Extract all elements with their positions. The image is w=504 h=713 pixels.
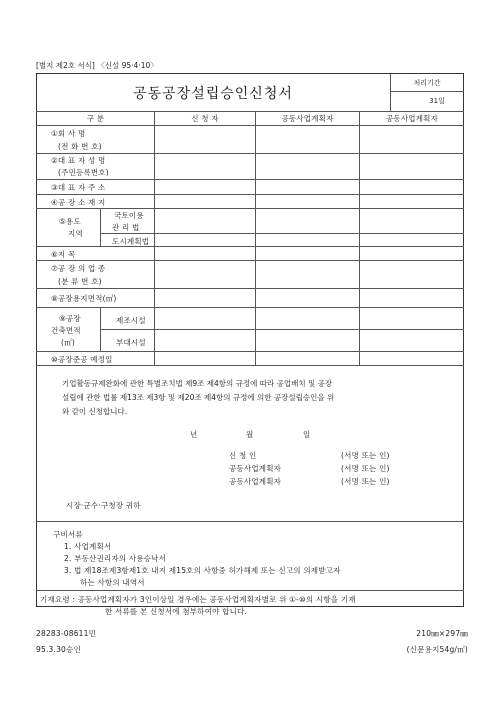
field-applicant-location[interactable] [155, 195, 254, 207]
col-header-co-planner-1: 공동사업계획자 [281, 114, 334, 123]
document-item-2: 2. 부동산권리자의 사용승낙서 [64, 554, 167, 563]
signer-applicant-role: 신 청 인 [229, 451, 257, 460]
col-header-co-planner-2: 공동사업계획자 [385, 114, 439, 123]
signer-co-planner-2-sign[interactable]: (서명 또는 인) [341, 477, 390, 486]
document-item-3-cont: 하는 사항의 내역서 [80, 578, 145, 587]
document-item-3: 3. 법 제18조제3항제1호 내지 제15호의 사항중 허가해제 또는 신고의 의제받고자 [64, 566, 341, 575]
document-item-1: 1. 사업계획서 [64, 542, 112, 551]
statement-line-3: 와 같이 신청합니다. [62, 407, 128, 416]
signer-co-planner-1-sign[interactable]: (서명 또는 인) [341, 464, 390, 473]
footer-approval-date: 95.3.30승인 [36, 645, 81, 654]
label-zoning-area: 지역 [68, 229, 83, 238]
label-land-category: ⑥지 목 [51, 250, 76, 259]
label-manufacturing-facility: 제조시설 [116, 316, 146, 325]
form-title: 공동공장설립승인신청서 [133, 86, 293, 102]
label-representative-name: ②대 표 자 성 명 [51, 156, 106, 165]
signer-co-planner-2-role: 공동사업계획자 [229, 477, 282, 486]
label-building-area-2: 건축면적 [51, 326, 81, 335]
label-company-name: ①회 사 명 [51, 129, 86, 138]
instructions-line-1: 기재요령 : 공동사업계획자가 3인이상일 경우에는 공동사업계획자별로 위 ①-⑩의 시항을 기재 [40, 595, 356, 604]
label-site-area: ⑧공장용지면적(㎡) [51, 294, 117, 303]
date-month: 월 [246, 430, 254, 439]
col-header-applicant: 신 청 자 [191, 114, 219, 123]
field-applicant-company[interactable] [155, 126, 254, 152]
processing-period-value: 31일 [429, 97, 445, 105]
label-factory-location: ④공 장 소 재 지 [51, 198, 106, 207]
field-applicant-representative[interactable] [155, 154, 254, 178]
label-building-area: ⑨공장 [59, 314, 81, 323]
col-header-category: 구 분 [86, 114, 105, 123]
label-land-management-act: 관 리 법 [112, 223, 140, 232]
date-day: 일 [303, 430, 311, 439]
label-building-area-unit: (㎡) [61, 338, 75, 347]
footer-form-number: 28283-08611민 [36, 629, 97, 638]
documents-heading: 구비서류 [53, 530, 83, 539]
label-completion-date: ⑩공장준공 예정일 [51, 355, 113, 364]
form-reference: [별지 제2호 서식] 〈신설 95·4·10〉 [36, 61, 158, 70]
label-phone-number: (전 화 번 호) [58, 142, 102, 151]
footer-paper-type: (신문용지54g/㎡) [406, 645, 468, 654]
date-year: 년 [190, 430, 198, 439]
statement-line-1: 기업활동규제완화에 관한 특별조치법 제9조 제4항의 규정에 따라 공업배치 및 공장 [62, 379, 333, 388]
label-resident-number: (주민등록번호) [58, 168, 109, 177]
label-representative-address: ③대 표 자 주 소 [51, 183, 106, 192]
processing-period-label: 처리기간 [413, 79, 441, 87]
statement-line-2: 설립에 관한 법률 제13조 제3항 및 제20조 제4항의 규정에 의한 공장설립승인을 위 [62, 393, 335, 402]
label-urban-planning-act: 도시계획법 [112, 237, 150, 246]
label-land-use-act: 국토이용 [114, 211, 144, 220]
label-industry-type: ⑦공 장 의 업 종 [51, 264, 106, 273]
signer-applicant-sign[interactable]: (서명 또는 인) [341, 451, 390, 460]
label-zoning: ⑤용도 [59, 217, 81, 226]
footer-paper-size: 210㎜×297㎜ [416, 629, 468, 638]
instructions-line-2: 한 서류를 본 신청서에 첨부하여야 합니다. [105, 607, 248, 616]
signer-co-planner-1-role: 공동사업계획자 [229, 464, 282, 473]
addressee: 시장·군수·구청장 귀하 [66, 501, 141, 510]
label-auxiliary-facility: 부대시설 [116, 338, 146, 347]
field-applicant-address[interactable] [155, 180, 254, 193]
label-classification-number: (분 류 번 호) [58, 277, 102, 286]
